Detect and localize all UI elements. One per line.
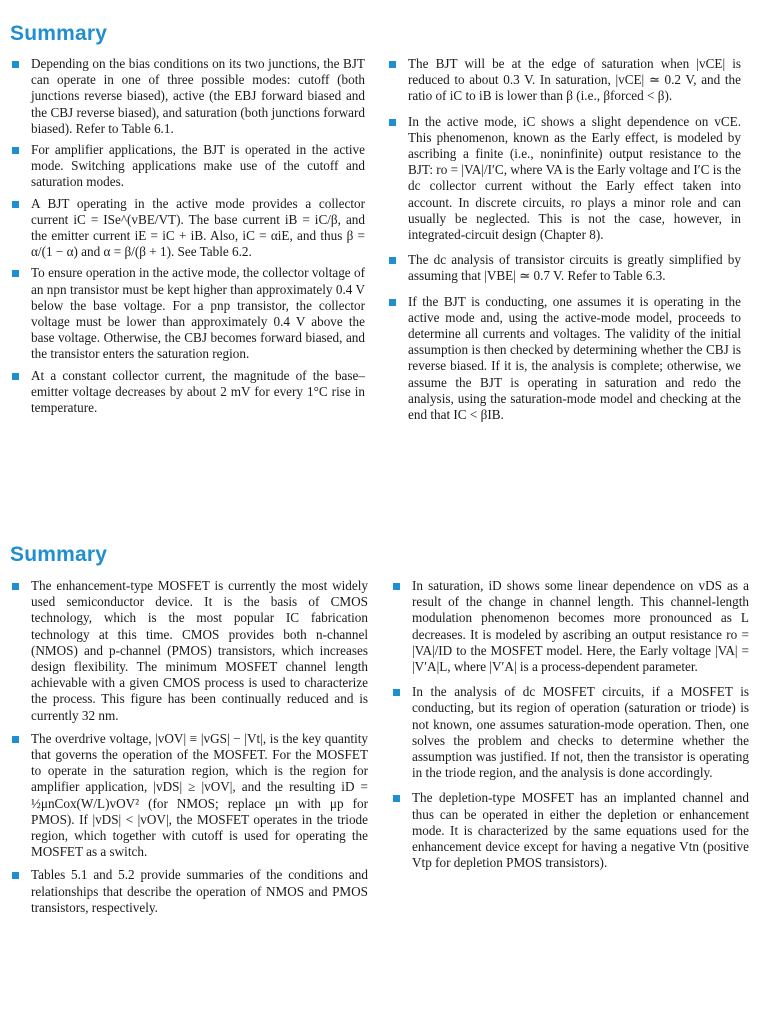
bullet-icon [389,257,396,264]
item-text: Depending on the bias conditions on its two junctions, the BJT can operate in one of three possible modes: cutoff (both junctions reverse biased), active (the EBJ forward biased and the CBJ reverse biased), and saturation (both junctions forward biased). Refer to Table 6.1. [31,56,365,136]
item-text: A BJT operating in the active mode provides a collector current iC = ISe^(vBE/VT). The base current iB = iC/β, and the emitter current iE = iC + iB. Also, iC = αiE, and thus β = α/(1 − α) and α = β/(β + 1). See Table 6.2. [31,195,365,260]
bullet-icon [393,689,400,696]
item-text: In the analysis of dc MOSFET circuits, if a MOSFET is conducting, but its region of operation (saturation or triode) is not known, one assumes saturation-mode operation. Then, one solves the problem and checks to determine whether the assumption was justified. If not, then the transistor is operating in the triode region, and the analysis is done accordingly. [412,684,749,781]
list-item [391,578,749,675]
bullet-icon [12,373,19,380]
right-column [387,56,741,423]
list-item [387,56,741,105]
list-item [10,578,368,724]
item-text: The depletion-type MOSFET has an implanted channel and thus can be operated in either the depletion or enhancement mode. It is characterized by the same equations used for the enhancement device except for having a negative Vtn (positive Vtp for depletion PMOS transistors). [412,790,749,871]
section-title: Summary [10,22,108,45]
left-column [10,578,368,916]
right-column [391,578,749,871]
bullet-icon [12,583,19,590]
bullet-icon [393,583,400,590]
bullet-icon [12,147,19,154]
bullet-icon [389,61,396,68]
list-item [10,867,368,916]
item-text: The overdrive voltage, |vOV| ≡ |vGS| − |Vt|, is the key quantity that governs the operation of the MOSFET. For the MOSFET to operate in the saturation region, which is the region for amplifier application, |vDS| ≥ |vOV|, and the resulting iD = ½μnCox(W/L)vOV² (for NMOS; replace μn with μp for PMOS). If |vDS| < |vOV|, the MOSFET operates in the triode region, which together with cutoff is used for operating the MOSFET as a switch. [31,730,368,860]
list-item [387,114,741,244]
left-column [10,56,365,416]
list-item [387,252,741,284]
item-text: In saturation, iD shows some linear dependence on vDS as a result of the change in channel length. This channel-length modulation phenomenon becomes more pronounced as L decreases. It is modeled by ascribing an output resistance ro = |VA|/ID to the MOSFET model. Here, the Early voltage |VA| = |V′A|L, where |V′A| is a process-dependent parameter. [412,578,749,675]
bullet-icon [389,299,396,306]
bullet-icon [12,270,19,277]
item-text: The dc analysis of transistor circuits is greatly simplified by assuming that |VBE| ≃ 0.7 V. Refer to Table 6.3. [408,252,741,284]
bullet-icon [12,201,19,208]
bullet-icon [393,795,400,802]
item-text: The enhancement-type MOSFET is currently the most widely used semiconductor device. It is the basis of CMOS technology, which is the most popular IC fabrication technology at this time. CMOS provides both n-channel (NMOS) and p-channel (PMOS) transistors, which increases design flexibility. The minimum MOSFET channel length achievable with a given CMOS process is used to characterize the process. This figure has been continually reduced and is currently 32 nm. [31,578,368,723]
item-text: In the active mode, iC shows a slight dependence on vCE. This phenomenon, known as the Early effect, is modeled by ascribing a finite (i.e., noninfinite) output resistance to the BJT: ro = |VA|/I′C, where VA is the Early voltage and I′C is the dc collector current without the Early effect taken into account. In discrete circuits, ro plays a minor role and can usually be neglected. This is not the case, however, in integrated-circuit design (Chapter 8). [408,113,741,243]
list-item [10,196,365,261]
bullet-icon [12,736,19,743]
bullet-icon [389,119,396,126]
bullet-icon [12,61,19,68]
section-title: Summary [10,543,108,566]
item-text: To ensure operation in the active mode, the collector voltage of an npn transistor must be kept higher than approximately 0.4 V below the base voltage. For a pnp transistor, the collector voltage must be lower than approximately 0.4 V above the base voltage. Otherwise, the CBJ becomes forward biased, and the transistor enters the saturation region. [31,265,365,362]
list-item [10,265,365,362]
bullet-icon [12,872,19,879]
list-item [391,684,749,781]
item-text: Tables 5.1 and 5.2 provide summaries of the conditions and relationships that describe the operation of NMOS and PMOS transistors, respectively. [31,867,368,915]
list-item [391,790,749,871]
item-text: If the BJT is conducting, one assumes it is operating in the active mode and, using the active-mode model, proceeds to determine all currents and voltages. The validity of the initial assumption is then checked by determining whether the CBJ is reverse biased. If it is, the analysis is complete; otherwise, we assume the BJT is operating in saturation and redo the analysis, using the saturation-mode model and checking at the end that IC < βIB. [408,293,741,423]
list-item [10,56,365,137]
list-item [387,294,741,424]
list-item [10,731,368,861]
item-text: For amplifier applications, the BJT is operated in the active mode. Switching applications make use of the cutoff and saturation modes. [31,142,365,190]
item-text: The BJT will be at the edge of saturation when |vCE| is reduced to about 0.3 V. In saturation, |vCE| ≃ 0.2 V, and the ratio of iC to iB is lower than β (i.e., βforced < β). [408,56,741,104]
list-item [10,142,365,191]
item-text: At a constant collector current, the magnitude of the base–emitter voltage decreases by about 2 mV for every 1°C rise in temperature. [31,367,365,416]
list-item [10,368,365,417]
